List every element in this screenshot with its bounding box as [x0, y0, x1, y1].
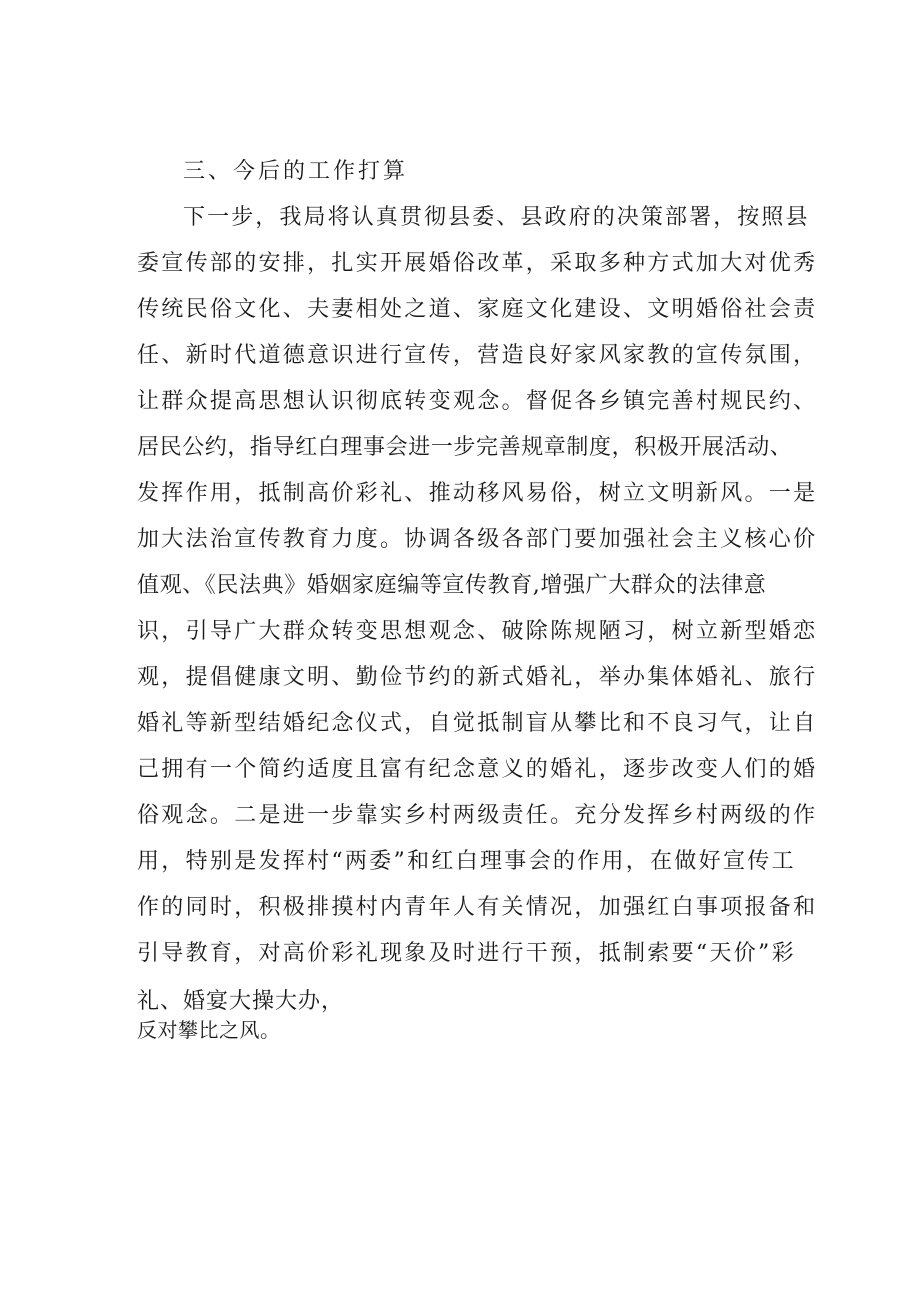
paragraph-line: 让群众提高思想认识彻底转变观念。督促各乡镇完善村规民约、: [137, 389, 818, 414]
paragraph-line: 观，提倡健康文明、勤俭节约的新式婚礼，举办集体婚礼、旅行: [137, 665, 818, 690]
paragraph-line: 用，特别是发挥村“两委”和红白理事会的作用，在做好宣传工: [137, 849, 796, 874]
paragraph-line: 任、新时代道德意识进行宣传，营造良好家风家教的宣传氛围，: [137, 343, 818, 368]
paragraph-line: 传统民俗文化、夫妻相处之道、家庭文化建设、文明婚俗社会责: [137, 297, 818, 322]
paragraph-line: 己拥有一个简约适度且富有纪念意义的婚礼，逐步改变人们的婚: [137, 757, 818, 782]
paragraph-line: 委宣传部的安排，扎实开展婚俗改革，采取多种方式加大对优秀: [137, 251, 818, 276]
paragraph-line: 婚礼等新型结婚纪念仪式，自觉抵制盲从攀比和不良习气，让自: [137, 711, 818, 736]
section-heading: 三、今后的工作打算: [183, 159, 409, 184]
paragraph-line: 值观、《民法典》婚姻家庭编等宣传教育,增强广大群众的法律意: [137, 573, 767, 598]
paragraph-line: 发挥作用，抵制高价彩礼、推动移风易俗，树立文明新风。一是: [137, 481, 818, 506]
paragraph-line: 加大法治宣传教育力度。协调各级各部门要加强社会主义核心价: [137, 527, 818, 552]
paragraph-line: 识，引导广大群众转变思想观念、破除陈规陋习，树立新型婚恋: [137, 619, 818, 644]
paragraph-line: 作的同时，积极排摸村内青年人有关情况，加强红白事项报备和: [137, 895, 818, 920]
paragraph-line: 反对攀比之风。: [137, 1018, 281, 1042]
paragraph-line: 下一步，我局将认真贯彻县委、县政府的决策部署，按照县: [183, 205, 810, 230]
paragraph-line: 俗观念。二是进一步靠实乡村两级责任。充分发挥乡村两级的作: [137, 803, 818, 828]
paragraph-line: 礼、婚宴大操大办，: [137, 989, 345, 1014]
paragraph-line: 引导教育，对高价彩礼现象及时进行干预，抵制索要“天价”彩: [137, 941, 796, 966]
paragraph-line: 居民公约，指导红白理事会进一步完善规章制度，积极开展活动、: [137, 435, 793, 460]
